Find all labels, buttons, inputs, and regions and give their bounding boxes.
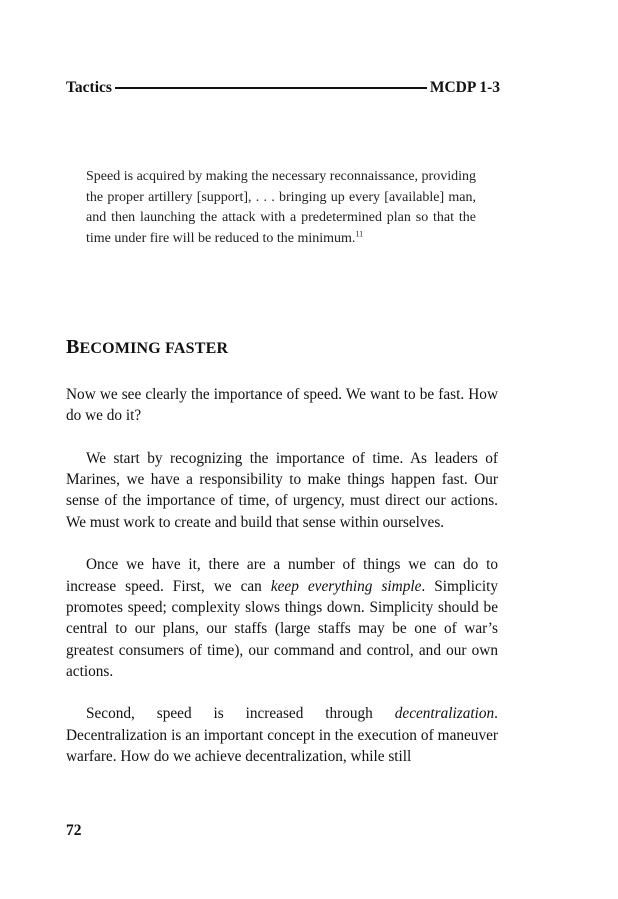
header-title: Tactics — [66, 79, 112, 96]
paragraph-3 — [66, 554, 498, 682]
header-rule — [115, 87, 427, 89]
paragraph-2-text: We start by recognizing the importance of time. As leaders of Marines, we have a responsibility to make things happen fast. Our sense of the importance of time, of urgency, must direct our actions. We must work to create and build that sense within ourselves. — [66, 449, 498, 531]
section-heading-initial: B — [66, 336, 80, 358]
paragraph-4-text-a: Second, speed is increased through — [86, 705, 395, 723]
paragraph-1-text: Now we see clearly the importance of speed. We want to be fast. How do we do it? — [66, 386, 498, 425]
section-heading-rest: ECOMING FASTER — [79, 340, 229, 357]
body-text — [66, 384, 498, 789]
paragraph-2 — [66, 448, 498, 533]
paragraph-3-emphasis: keep everything simple — [270, 577, 422, 595]
paragraph-4 — [66, 703, 498, 767]
paragraph-4-emphasis: decentralization — [394, 705, 495, 723]
footnote-marker: 11 — [355, 228, 364, 238]
block-quote — [86, 167, 476, 249]
page-number: 72 — [66, 822, 82, 839]
header-publication: MCDP 1-3 — [429, 79, 500, 96]
running-header — [66, 76, 500, 100]
section-heading — [66, 336, 228, 359]
paragraph-1 — [66, 384, 498, 427]
paragraph-3-text-b: . Simplicity promotes speed; complexity slows things down. Simplicity should be central to our plans, our staffs (large staffs may be one of war’s greatest consumers of time), our command and control, and our own actions. — [66, 577, 498, 680]
paragraph-4-text-b: . Decentralization is an important concept in the execution of maneuver warfare. How do we achieve decentralization, while still — [66, 705, 498, 766]
paragraph-3-text-a: Once we have it, there are a number of things we can do to increase speed. First, we can — [66, 556, 498, 595]
quote-text: Speed is acquired by making the necessary reconnaissance, providing the proper artillery [support], . . . bringing up every [available] man, and then launching the attack with a predetermined plan so that the time under fire will be reduced to the minimum. — [86, 169, 476, 246]
